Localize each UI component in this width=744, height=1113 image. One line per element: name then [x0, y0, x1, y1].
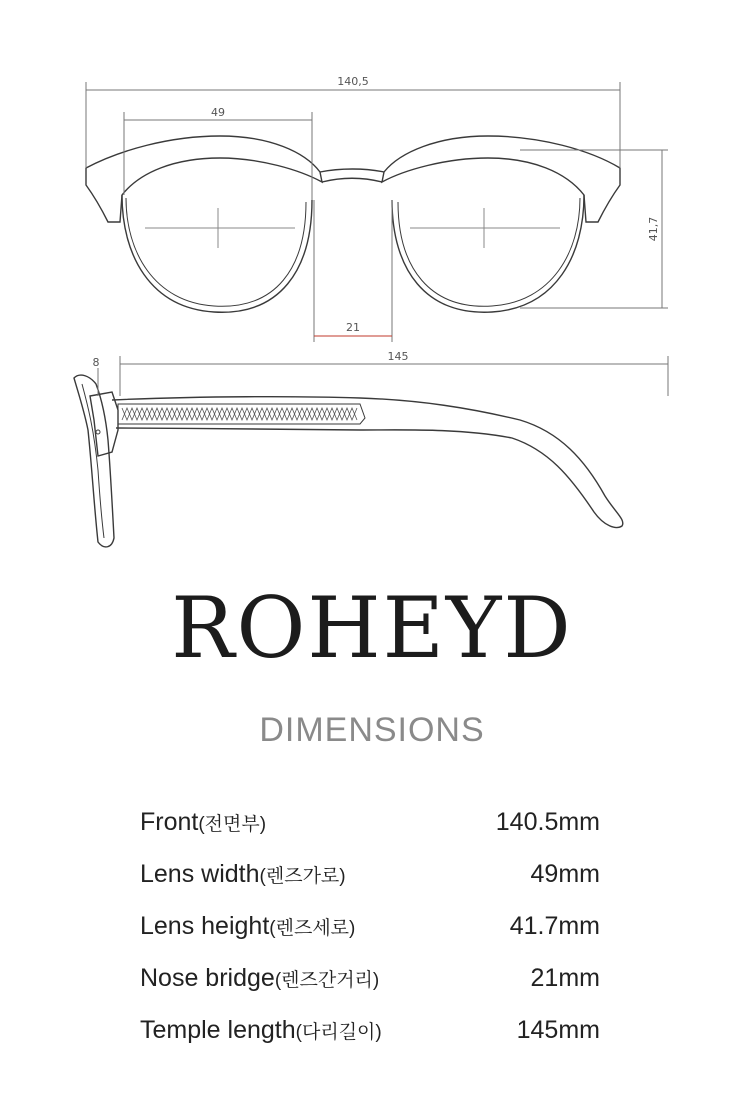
section-title: DIMENSIONS — [259, 711, 485, 749]
dim-hinge-label: 8 — [92, 356, 100, 369]
spec-value: 49mm — [530, 860, 600, 888]
front-view — [86, 136, 620, 312]
spec-row-lens-width — [140, 860, 600, 912]
side-frame-front — [74, 375, 114, 547]
spec-value: 140.5mm — [495, 808, 600, 836]
dim-lens-width-label: 49 — [211, 106, 225, 119]
spec-label: Lens height(렌즈세로) — [140, 912, 356, 940]
right-browline — [382, 136, 620, 222]
spec-label: Lens width(렌즈가로) — [140, 860, 346, 888]
spec-value: 21mm — [530, 964, 600, 992]
spec-row-front — [140, 808, 600, 860]
left-lens-rim — [122, 195, 312, 312]
spec-label: Front(전면부) — [140, 808, 267, 836]
temple-core-pattern — [122, 408, 357, 420]
dim-temple-length-label: 145 — [387, 350, 409, 363]
front-dimensions — [86, 82, 668, 342]
dim-lens-height-label: 41,7 — [647, 216, 660, 242]
dim-bridge-label: 21 — [346, 321, 360, 334]
spec-value: 41.7mm — [509, 912, 600, 940]
dim-front-width-label: 140,5 — [337, 75, 369, 88]
hinge-block — [90, 392, 118, 456]
spec-row-nose-bridge — [140, 964, 600, 1016]
spec-row-lens-height — [140, 912, 600, 964]
spec-label: Temple length(다리길이) — [140, 1016, 382, 1044]
side-view — [74, 375, 623, 547]
dimensions-table — [140, 808, 600, 1068]
right-lens-rim — [392, 195, 584, 312]
bridge — [320, 169, 384, 182]
spec-row-temple-length — [140, 1016, 600, 1068]
brand-logo-text: ROHEYD — [171, 579, 573, 677]
side-dimensions — [98, 356, 668, 396]
spec-value: 145mm — [516, 1016, 600, 1044]
spec-label: Nose bridge(렌즈간거리) — [140, 964, 380, 992]
left-browline — [86, 136, 322, 222]
